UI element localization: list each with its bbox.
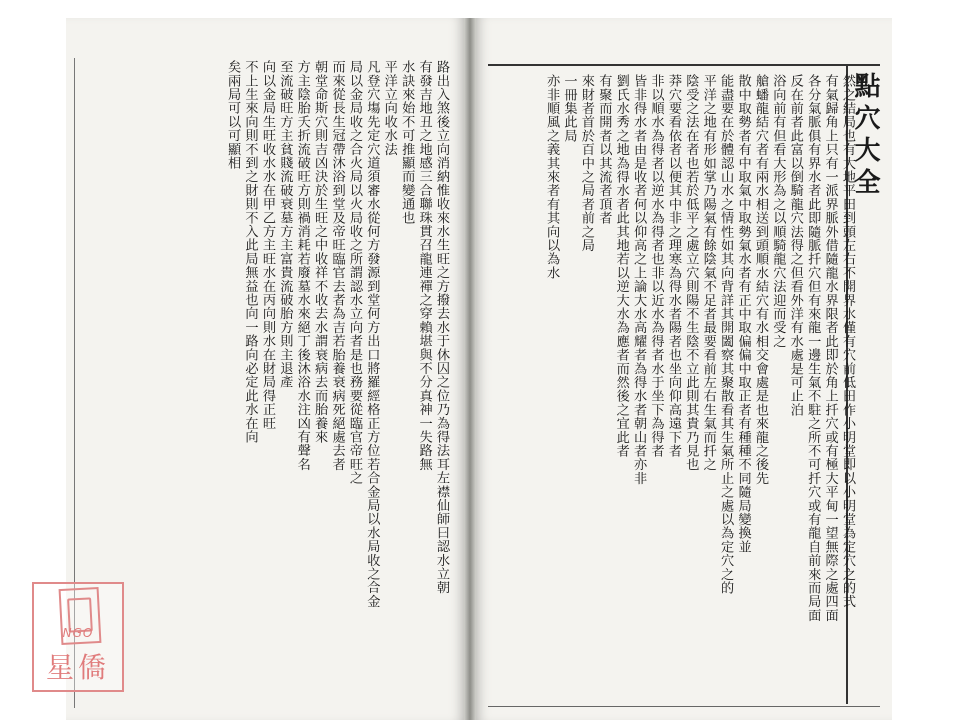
left-page xyxy=(66,18,464,720)
stamp-name: 星僑 xyxy=(45,651,110,684)
right-page xyxy=(476,18,892,720)
left-page-text: 路出入煞後立向消納惟收來水生旺之方撥去水于休囚之位乃為得法耳左襟仙師曰認水立朝 有發吉地丑之地感三合聯珠貫召龍連禪之穿賴堪與不分真神一失路無 水訣來始不可推顯而變通也 平洋立向收水法 凡登穴塲先定穴道須審水從何方發源到堂何方出口將羅經格正方位若合金局以水局收之合金 局以金局收之合火局以火局收之所謂認水立向者是也務要從臨官帝旺之 而來從長生冠帶沐浴到堂及帝旺臨官去者為吉若胎養衰病死絕處去者 朝堂命斯穴則吉凶決於生旺之中收祥不收去水謂衰病去而胎養來 方主陰胎夭折流破旺方則禍消耗若廢墓水來絕丁後沐浴水注凶有聲名 至流破旺方主貧賤流破衰墓方主富貴流破胎方則主退產 向以金局生旺收水水在甲乙方主旺水在丙向則水在財局得正旺 不上生來向則不到之財則不入此局無益也向一路向必定此水在向 矣兩局可以可顯相 xyxy=(225,60,449,608)
right-page-text: 然之結局也有大地平田到頭左右不開界水僅有穴前低田作小明堂即以小明堂為定穴之的式 有氣歸角上只有一派界脈外借隨龍水界限者此即於角上扦穴或有極大平甸一望無際之處四面 各分氣脈俱有界水者此即隨脈扦穴但有來龍一邊生氣不駐之所不可扦穴或有龍自前來而局面 反在前者此富以倒騎龍穴法得之但看外洋有水處是可止泊 浴向前有但看大形為之以順騎龍穴法迎而受之 艙蟠龍結穴者有兩水相送到頭順水結穴有水相交會處是也來龍之後先 散中取勢者有中取氣中取勢氣水者有正中取偏偏中取正者有種種不同隨局變換並 能盡要在於體認山水之情性如其向背詳其開闔察其聚散看其生氣所止之處以為定穴之的 平洋之地有形如掌乃陽氣有餘陰氣不足者最要看前左右生氣而扦之 陰受之法在者也若於低平之處立穴則陽不生陰不立此則其貴乃見也 莽穴要看依者以便其中非之理寒為得水者陽者也坐向仰高遠下者 非以順水為得者以逆水為得者也非以近水為得者水于坐下為得者 皆非得水者由是收者何以仰高之上論大水高耀者為得水者朝山者亦非 劉氏水秀之地為得水者此其地若以逆大水為應者而然後之宜此者 有聚而開者以其流者頂者 來財者首於百中之局者前之局 一冊集此局 亦非順風之義其來者有其向以為水 xyxy=(544,74,855,622)
watermark-stamp xyxy=(32,582,124,692)
book-gutter xyxy=(464,18,476,720)
page-header-title: 點穴大全 xyxy=(850,72,880,200)
stamp-brand: NGO xyxy=(62,626,94,640)
